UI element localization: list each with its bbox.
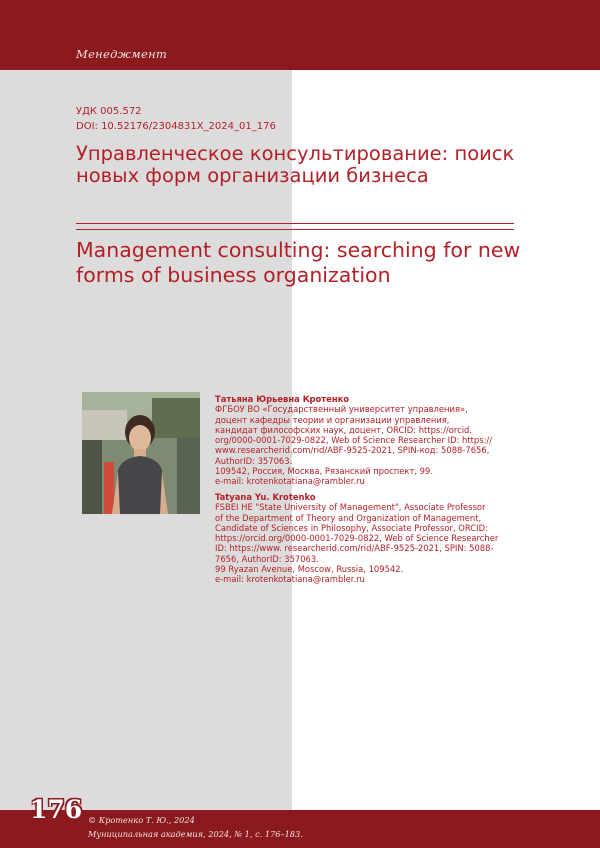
author-name-ru: Татьяна Юрьевна Кротенко — [215, 394, 350, 404]
author-info-en — [215, 492, 535, 585]
author-ru-address: 109542, Россия, Москва, Рязанский проспект, 99. — [215, 466, 433, 477]
author-ru-line: ФГБОУ ВО «Государственный университет управления», — [215, 404, 468, 415]
author-ru-line: org/0000-0001-7029-0822, Web of Science Researcher ID: https:// — [215, 435, 493, 446]
section-label: Менеджмент — [76, 47, 168, 61]
citation: Муниципальная академия, 2024, № 1, с. 176–183. — [88, 829, 303, 839]
title-divider — [76, 223, 514, 230]
author-en-line: Candidate of Sciences in Philosophy, Associate Professor, ORCID: — [215, 522, 488, 533]
author-en-line: FSBEI HE "State University of Management", Associate Professor — [215, 502, 486, 513]
article-title-ru: Управленческое консультирование: поиск новых форм организации бизнеса — [76, 142, 515, 187]
author-ru-line: кандидат философских наук, доцент, ORCID: https://orcid. — [215, 424, 473, 435]
author-en-address: 99 Ryazan Avenue, Moscow, Russia, 109542. — [215, 564, 404, 575]
author-en-line: of the Department of Theory and Organization of Management, — [215, 512, 482, 523]
article-title-en: Management consulting: searching for new forms of business organization — [76, 238, 521, 287]
doi: DOI: 10.52176/2304831X_2024_01_176 — [76, 121, 276, 132]
author-en-line: ID: https://www. researcherid.com/rid/ABF-9525-2021, SPIN: 5088- — [215, 543, 494, 554]
author-name-en: Tatyana Yu. Krotenko — [215, 492, 316, 502]
author-en-email: e-mail: krotenkotatiana@rambler.ru — [215, 574, 365, 585]
page-number: 176 — [30, 795, 83, 824]
udc-code: УДК 005.572 — [76, 106, 142, 117]
copyright: © Кротенко Т. Ю., 2024 — [88, 815, 195, 825]
author-ru-line: AuthorID: 357063. — [215, 455, 293, 466]
author-photo — [82, 392, 200, 514]
author-en-line: https://orcid.org/0000-0001-7029-0822, Web of Science Researcher — [215, 533, 499, 544]
author-ru-line: доцент кафедры теории и организации управления, — [215, 414, 450, 425]
author-ru-email: e-mail: krotenkotatiana@rambler.ru — [215, 476, 365, 487]
author-en-line: 7656, AuthorID: 357063. — [215, 553, 319, 564]
author-ru-line: www.researcherid.com/rid/ABF-9525-2021, SPIN-код: 5088-7656, — [215, 445, 490, 456]
author-info-ru — [215, 394, 535, 487]
